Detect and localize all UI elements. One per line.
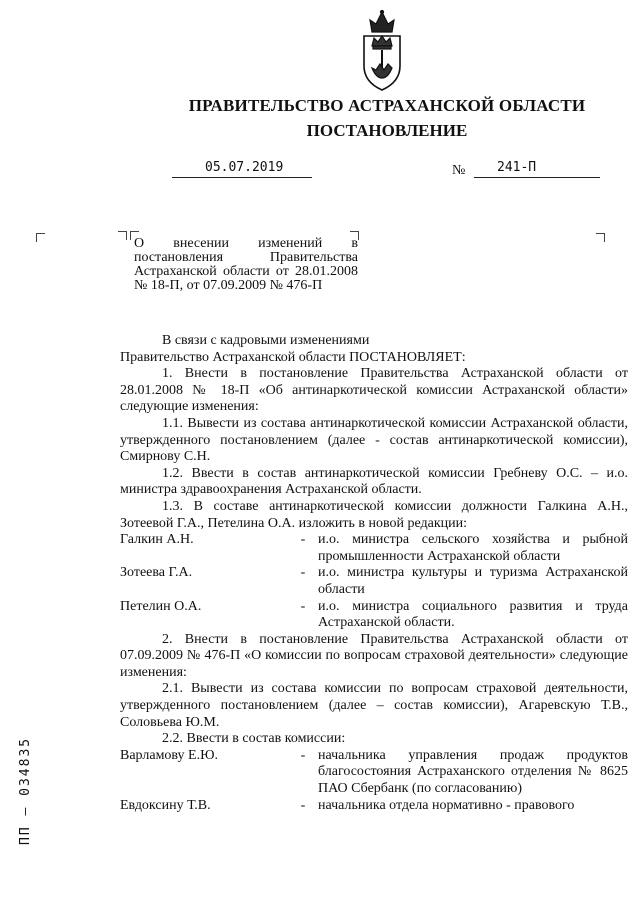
member-position: начальника управления продаж продуктов благосостояния Астраханского отделения № 8625 ПАО Сбербанк (по согласованию): [318, 747, 628, 797]
member-dash: -: [300, 747, 306, 763]
corner-mark-left: [36, 233, 45, 242]
paragraph-1: 1. Внести в постановление Правительства Астраханской области от 28.01.2008 № 18-П «Об антинаркотической комиссии Астраханской области» следующие изменения:: [120, 366, 628, 415]
paragraph-1-2: 1.2. Ввести в состав антинаркотической комиссии Гребневу О.С. – и.о. министра здравоохранения Астраханской области.: [120, 465, 628, 498]
member-row: [120, 748, 628, 798]
document-subject: О внесении изменений в постановления Правительства Астраханской области от 28.01.2008 № 18-П, от 07.09.2009 № 476-П: [134, 236, 358, 293]
member-name: Евдоксину Т.В.: [120, 797, 211, 813]
member-dash: -: [300, 532, 306, 548]
document-body: [120, 333, 628, 814]
document-number: 241-П: [497, 160, 537, 175]
member-row: [120, 599, 628, 632]
member-position: начальника отдела нормативно - правового: [318, 797, 575, 813]
number-sign: №: [452, 163, 466, 178]
member-row: [120, 798, 628, 815]
paragraph-2-1: 2.1. Вывести из состава комиссии по вопросам страховой деятельности, утвержденного постановлением (далее – состав комиссии), Агаревскую Т.В., Соловьева Ю.М.: [120, 681, 628, 730]
member-row: [120, 565, 628, 598]
doc-type-title: ПОСТАНОВЛЕНИЕ: [306, 121, 468, 140]
member-dash: -: [300, 797, 306, 813]
member-row: [120, 532, 628, 565]
paragraph-2-2: 2.2. Ввести в состав комиссии:: [162, 731, 346, 747]
member-position: и.о. министра сельского хозяйства и рыбной промышленности Астраханской области: [318, 532, 628, 564]
member-position: и.о. министра культуры и туризма Астраханской области: [318, 565, 628, 597]
member-name: Варламову Е.Ю.: [120, 747, 218, 763]
member-name: Петелин О.А.: [120, 598, 202, 614]
side-serial-text: ПП – 034835: [18, 736, 33, 845]
member-name: Галкин А.Н.: [120, 532, 194, 548]
date-underline: [172, 177, 312, 178]
member-name: Зотеева Г.А.: [120, 565, 193, 581]
member-position: и.о. министра социального развития и труда Астраханской области.: [318, 598, 628, 631]
corner-mark-right: [596, 233, 605, 242]
corner-mark-subject-left: [118, 231, 127, 240]
paragraph-intro: В связи с кадровыми изменениями: [162, 333, 370, 348]
org-title: ПРАВИТЕЛЬСТВО АСТРАХАНСКОЙ ОБЛАСТИ: [188, 96, 586, 115]
member-dash: -: [300, 565, 306, 581]
paragraph-1-1: 1.1. Вывести из состава антинаркотической комиссии Астраханской области, утвержденного постановлением (далее - состав антинаркотической комиссии), Смирнову С.Н.: [120, 415, 628, 465]
member-dash: -: [300, 598, 306, 614]
side-serial-code: [18, 695, 40, 855]
coat-of-arms-emblem: [358, 8, 406, 94]
paragraph-2: 2. Внести в постановление Правительства Астраханской области от 07.09.2009 № 476-П «О комиссии по вопросам страховой деятельности» следующие изменения:: [120, 631, 628, 680]
document-date: 05.07.2019: [205, 160, 284, 175]
number-underline: [474, 177, 600, 178]
paragraph-resolves: Правительство Астраханской области ПОСТАНОВЛЯЕТ:: [120, 349, 466, 365]
paragraph-1-3: 1.3. В составе антинаркотической комиссии должности Галкина А.Н., Зотеевой Г.А., Петелина О.А. изложить в новой редакции:: [120, 498, 628, 531]
